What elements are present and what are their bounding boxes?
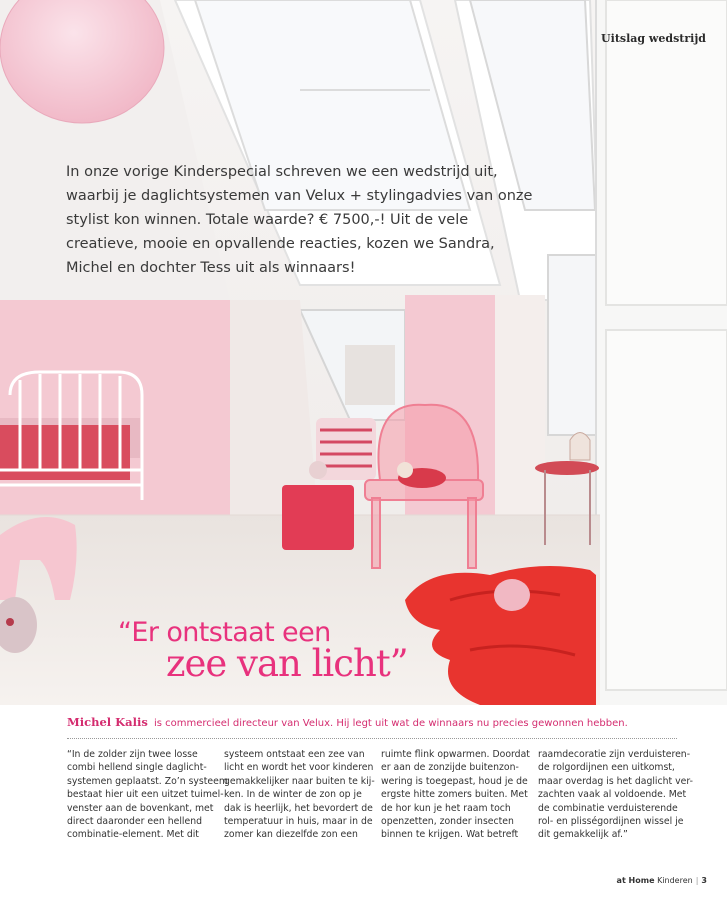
column-line: binnen te krijgen. Wat betreft	[381, 829, 519, 841]
footer-brand: at Home	[616, 876, 655, 885]
section-label: Uitslag wedstrijd	[601, 32, 706, 45]
column-line: gemakkelijker naar buiten te kij-	[224, 775, 375, 787]
pull-quote-line-1: “Er ontstaat een	[118, 617, 331, 648]
column-line: ken. In de winter de zon op je	[224, 789, 362, 801]
lead-name: Michel Kalis	[67, 715, 148, 729]
column-line: combinatie-element. Met dit	[67, 829, 199, 841]
column-line: er aan de zonzijde buitenzon-	[381, 762, 519, 774]
column-line: licht en wordt het voor kinderen	[224, 762, 374, 774]
column-line: dak is heerlijk, het bevordert de	[224, 802, 373, 814]
column-line: zachten vaak al voldoende. Met	[538, 789, 687, 801]
column-line: openzetten, zonder insecten	[381, 816, 514, 828]
column-line: wering is toegepast, houd je de	[381, 775, 528, 787]
column-line: de hor kun je het raam toch	[381, 802, 511, 814]
article-column-1	[67, 748, 228, 842]
column-line: de combinatie verduisterende	[538, 802, 678, 814]
lead-text: is commercieel directeur van Velux. Hij legt uit wat de winnaars nu precies gewonnen hebben.	[154, 718, 628, 729]
column-line: temperatuur in huis, maar in de	[224, 816, 373, 828]
column-line: “In de zolder zijn twee losse	[67, 749, 198, 760]
column-line: combi hellend single daglicht-	[67, 762, 207, 774]
footer-section: Kinderen	[657, 876, 693, 885]
column-line: ruimte flink opwarmen. Doordat	[381, 749, 530, 760]
column-line: ergste hitte zomers buiten. Met	[381, 789, 528, 801]
column-line: direct daaronder een hellend	[67, 816, 203, 828]
pull-quote-line-2: zee van licht”	[166, 642, 408, 685]
column-line: dit gemakkelijk af.”	[538, 829, 628, 841]
column-line: de rolgordijnen een uitkomst,	[538, 762, 675, 774]
column-line: rol- en plisségordijnen wissel je	[538, 816, 684, 828]
article-column-3	[381, 748, 530, 842]
intro-paragraph: In onze vorige Kinderspecial schreven we een wedstrijd uit, waarbij je daglichtsystemen van Velux + stylingadvies van onze stylist kon winnen. Totale waarde? € 7500,-! Uit de vele creatieve, mooie en opvallende reacties, kozen we Sandra, Michel en dochter Tess uit als winnaars!	[66, 164, 533, 276]
column-line: bestaat hier uit een uitzet tuimel-	[67, 789, 224, 801]
dotted-divider	[67, 738, 677, 739]
article-lead	[67, 715, 628, 729]
page-footer	[617, 876, 707, 885]
column-line: systemen geplaatst. Zo’n systeem	[67, 775, 228, 787]
column-line: raamdecoratie zijn verduisteren-	[538, 749, 691, 760]
column-line: venster aan de bovenkant, met	[67, 802, 214, 814]
page-number: 3	[701, 876, 707, 885]
footer-separator: |	[695, 876, 699, 885]
article-column-2	[224, 748, 375, 842]
column-line: maar overdag is het daglicht ver-	[538, 775, 693, 787]
column-line: systeem ontstaat een zee van	[224, 749, 365, 760]
column-line: zomer kan diezelfde zon een	[224, 829, 358, 841]
article-column-4	[538, 748, 693, 842]
